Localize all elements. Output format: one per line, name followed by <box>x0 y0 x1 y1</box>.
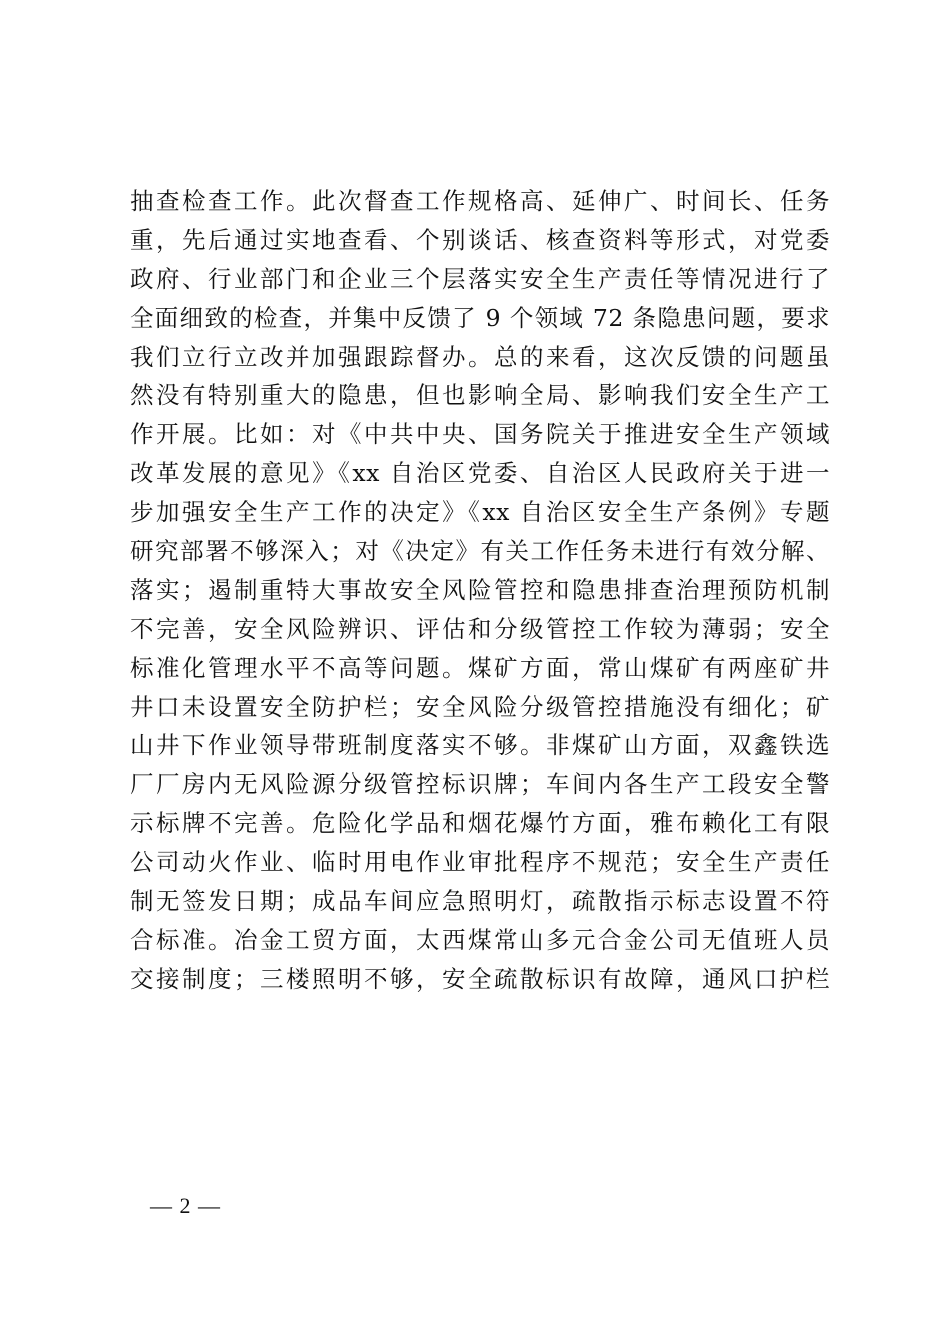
text-line: 公司动火作业、临时用电作业审批程序不规范；安全生产责任 <box>130 848 830 877</box>
text-line: 重，先后通过实地查看、个别谈话、核查资料等形式，对党委 <box>130 225 830 254</box>
text-line: 研究部署不够深入；对《决定》有关工作任务未进行有效分解、 <box>130 537 830 566</box>
text-line: 不完善，安全风险辨识、评估和分级管控工作较为薄弱；安全 <box>130 614 830 643</box>
body-text <box>130 182 830 999</box>
text-line: 山井下作业领导带班制度落实不够。非煤矿山方面，双鑫铁选 <box>130 731 830 760</box>
text-line: 全面细致的检查，并集中反馈了 9 个领域 72 条隐患问题，要求 <box>130 303 830 332</box>
page-number: — 2 — <box>150 1193 221 1218</box>
text-line: 落实；遏制重特大事故安全风险管控和隐患排查治理预防机制 <box>130 575 830 604</box>
text-line: 步加强安全生产工作的决定》《xx 自治区安全生产条例》专题 <box>130 498 830 527</box>
text-line: 厂厂房内无风险源分级管控标识牌；车间内各生产工段安全警 <box>130 770 830 799</box>
text-line: 交接制度；三楼照明不够，安全疏散标识有故障，通风口护栏 <box>130 964 830 993</box>
text-line: 合标准。冶金工贸方面，太西煤常山多元合金公司无值班人员 <box>130 925 830 954</box>
text-line: 标准化管理水平不高等问题。煤矿方面，常山煤矿有两座矿井 <box>130 653 830 682</box>
text-line: 制无签发日期；成品车间应急照明灯，疏散指示标志设置不符 <box>130 887 830 916</box>
text-line: 改革发展的意见》《xx 自治区党委、自治区人民政府关于进一 <box>130 459 830 488</box>
text-line: 示标牌不完善。危险化学品和烟花爆竹方面，雅布赖化工有限 <box>130 809 830 838</box>
text-line: 我们立行立改并加强跟踪督办。总的来看，这次反馈的问题虽 <box>130 342 830 371</box>
text-line: 作开展。比如：对《中共中央、国务院关于推进安全生产领域 <box>130 420 830 449</box>
text-line: 然没有特别重大的隐患，但也影响全局、影响我们安全生产工 <box>130 381 830 410</box>
text-line: 政府、行业部门和企业三个层落实安全生产责任等情况进行了 <box>130 264 830 293</box>
text-line: 井口未设置安全防护栏；安全风险分级管控措施没有细化；矿 <box>130 692 830 721</box>
text-line: 抽查检查工作。此次督查工作规格高、延伸广、时间长、任务 <box>130 187 830 215</box>
